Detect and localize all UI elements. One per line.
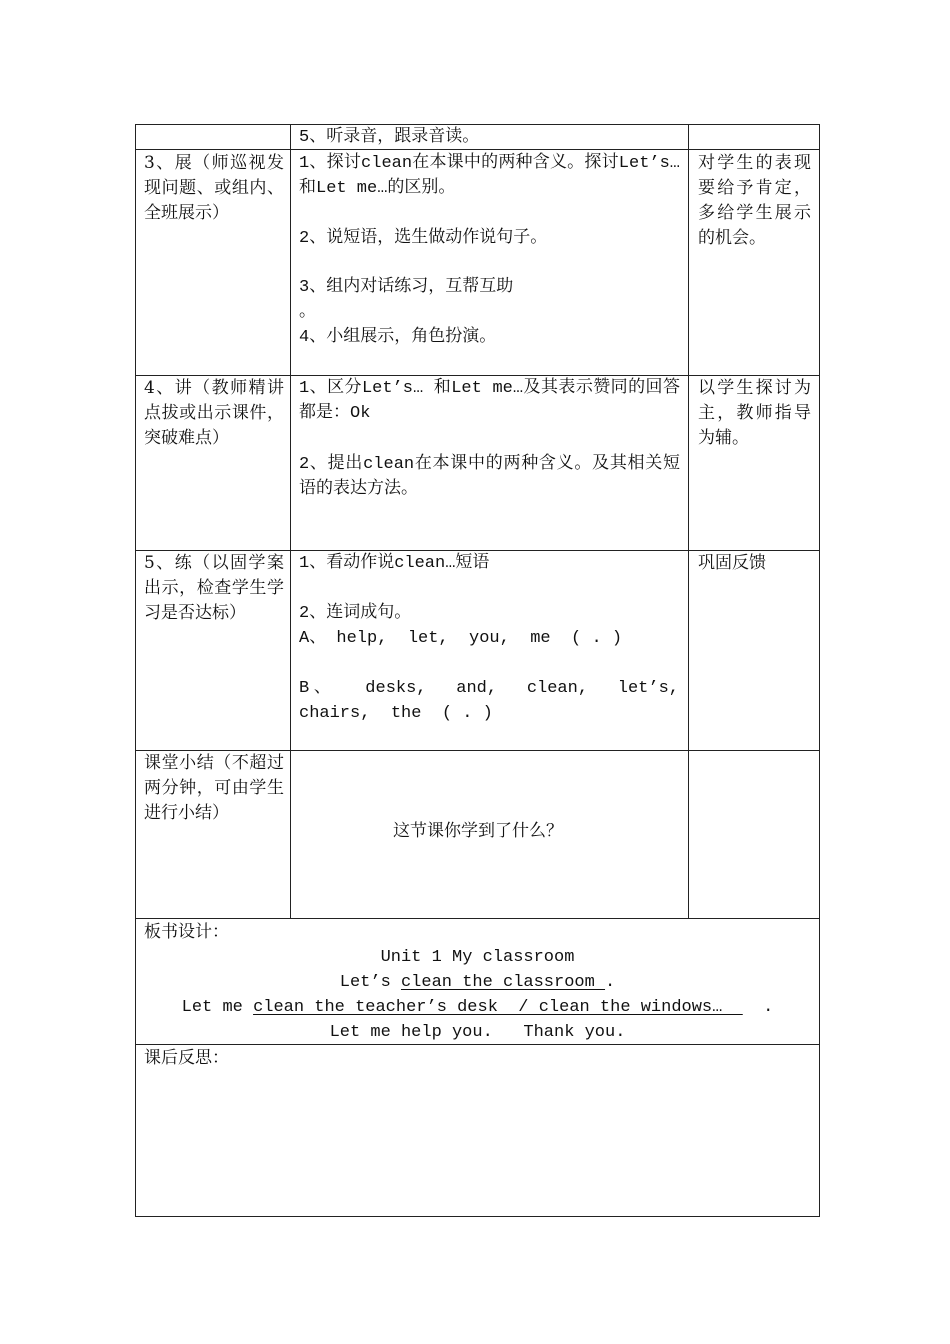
row-line (135, 1216, 820, 1217)
row4-item1: 1、看动作说clean…短语 (299, 554, 490, 573)
row2-item3-mark: 。 (299, 303, 316, 322)
row5-content: 这节课你学到了什么？ (393, 823, 563, 842)
board-line-3-prefix: Let me (181, 998, 254, 1017)
row4-step: 5、练（以固学案出示，检查学生学习是否达标） (144, 553, 284, 623)
column-line (688, 124, 689, 919)
board-line-3-underlined: clean the teacher’s desk / clean the windows… (253, 998, 743, 1017)
row4-item2: 2、连词成句。 (299, 604, 412, 623)
row2-item2: 2、说短语，选生做动作说句子。 (299, 229, 548, 248)
column-line (290, 124, 291, 919)
row2-step: 3、展（师巡视发现问题、或组内、全班展示） (144, 153, 284, 223)
row4-note: 巩固反馈 (698, 553, 766, 573)
column-line (819, 124, 820, 1217)
row2-item1: 1、探讨clean在本课中的两种含义。探讨Let’s… 和Let me…的区别。 (299, 154, 680, 198)
row3-step: 4、讲（教师精讲点拔或出示课件，突破难点） (144, 378, 284, 448)
row2-note: 对学生的表现要给予肯定，多给学生展示的机会。 (698, 153, 811, 248)
row1-content: 5、听录音，跟录音读。 (299, 128, 480, 147)
row5-step: 课堂小结（不超过两分钟，可由学生进行小结） (144, 753, 284, 823)
row3-item1: 1、区分Let’s… 和Let me…及其表示赞同的回答都是：Ok (299, 379, 680, 423)
row4-sentence-b-cont: chairs, the ( . ) (299, 704, 493, 723)
row2-item4: 4、小组展示，角色扮演。 (299, 328, 497, 347)
row4-sentence-b: B、 desks, and, clean, let’s, (299, 679, 679, 698)
board-line-1: Unit 1 My classroom (380, 948, 575, 967)
board-line-2-prefix: Let’s (339, 973, 401, 992)
row3-note: 以学生探讨为主，教师指导为辅。 (698, 378, 811, 448)
column-line (135, 124, 136, 1217)
board-line-4: Let me help you. Thank you. (329, 1023, 626, 1042)
board-line-3-suffix: . (742, 998, 774, 1017)
board-line-2-suffix: . (605, 973, 616, 992)
board-line-2-underlined: clean the classroom (400, 973, 606, 992)
row3-item2: 2、提出clean在本课中的两种含义。及其相关短语的表达方法。 (299, 455, 680, 499)
board-line-3 (135, 995, 820, 1020)
board-label: 板书设计： (144, 922, 229, 942)
reflection-label: 课后反思： (144, 1048, 229, 1068)
row4-sentence-a: A、 help, let, you, me ( . ) (299, 629, 623, 648)
row2-item3: 3、组内对话练习，互帮互助 (299, 278, 514, 297)
row-line (135, 918, 820, 919)
board-line-2 (135, 970, 820, 995)
